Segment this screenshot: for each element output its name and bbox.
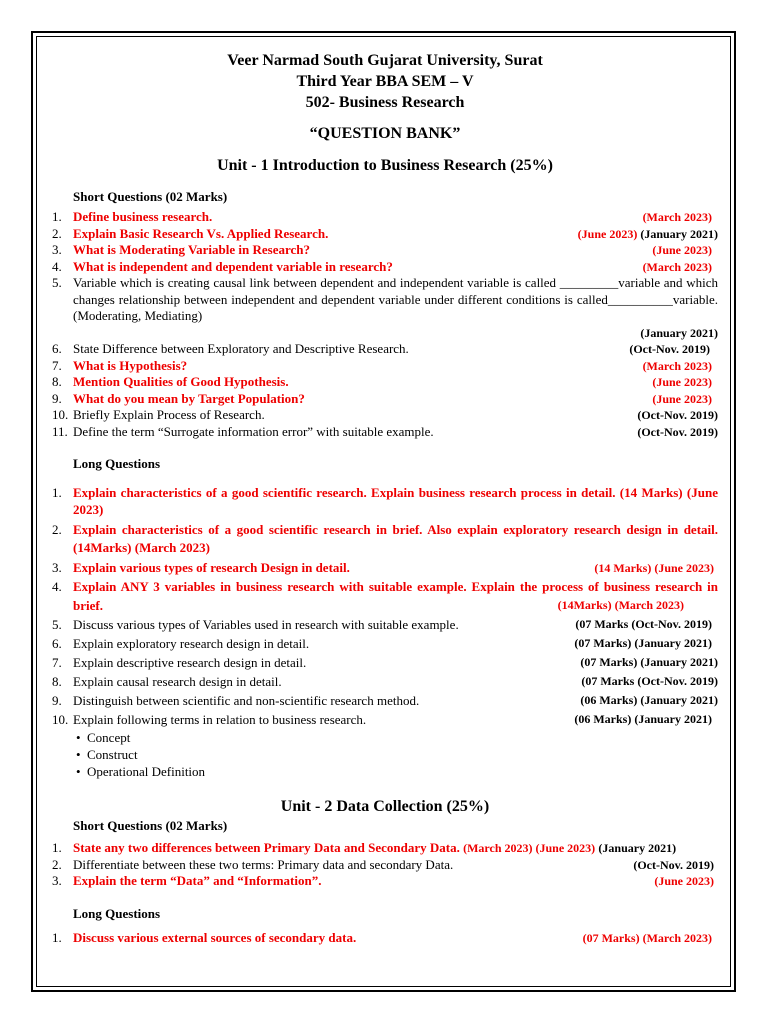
university-name: Veer Narmad South Gujarat University, Surat <box>227 52 543 69</box>
list-item: 2. Explain Basic Research Vs. Applied Research. (June 2023) (January 2021) <box>52 225 718 241</box>
list-item: 3. Explain various types of research Design in detail. (14 Marks) (June 2023) <box>52 560 714 575</box>
list-item: 9. Distinguish between scientific and non-scientific research method. (06 Marks) (January 2021) <box>52 693 718 708</box>
unit2-short-heading: Short Questions (02 Marks) <box>73 818 228 833</box>
list-item: 11. Define the term “Surrogate information error” with suitable example. (Oct-Nov. 2019) <box>52 423 718 439</box>
list-item: 7. Explain descriptive research design in detail. (07 Marks) (January 2021) <box>52 655 718 670</box>
list-item: 9. What do you mean by Target Population? (June 2023) <box>52 390 712 406</box>
list-item: 5. Variable which is creating causal link between dependent and independent variable is called _________variable and which changes relationship between independent and dependent variable under different conditions is called__________variable. (Moderating, Mediating) (January 2021) <box>52 275 718 340</box>
list-item: 7. What is Hypothesis? (March 2023) <box>52 357 712 373</box>
list-item: 1. Explain characteristics of a good scientific research. Explain business research process in detail. (14 Marks) (June 2023) <box>52 485 718 517</box>
bullet-item: • Operational Definition <box>76 764 206 779</box>
list-item: 2. Explain characteristics of a good scientific research in brief. Also explain exploratory research design in detail. (14Marks) (March 2023) <box>52 522 718 555</box>
document-body <box>52 50 718 946</box>
list-item: 6. Explain exploratory research design in detail. (07 Marks) (January 2021) <box>52 636 712 651</box>
year-line: Third Year BBA SEM – V <box>296 73 474 90</box>
unit2-long-heading: Long Questions <box>73 905 161 921</box>
list-item: 2. Differentiate between these two terms: Primary data and secondary Data. (Oct-Nov. 2019) <box>52 856 714 872</box>
question-bank-title: “QUESTION BANK” <box>309 125 461 142</box>
list-item: 8. Explain causal research design in detail. (07 Marks (Oct-Nov. 2019) <box>52 674 718 689</box>
list-item: 1. Define business research. (March 2023) <box>52 209 712 224</box>
unit1-short-heading: Short Questions (02 Marks) <box>73 189 228 204</box>
list-item: 4. Explain ANY 3 variables in business research with suitable example. Explain the process of business research in brief. (14Marks) (March 2023) <box>52 579 718 613</box>
list-item: 5. Discuss various types of Variables used in research with suitable example. (07 Marks (Oct-Nov. 2019) <box>52 617 712 632</box>
bullet-item: • Concept <box>76 730 131 745</box>
list-item: 4. What is independent and dependent variable in research? (March 2023) <box>52 258 712 274</box>
unit1-title: Unit - 1 Introduction to Business Research (25%) <box>217 157 553 174</box>
list-item: 1. Discuss various external sources of secondary data. (07 Marks) (March 2023) <box>52 929 712 945</box>
list-item: 6. State Difference between Exploratory and Descriptive Research. (Oct-Nov. 2019) <box>52 341 710 356</box>
list-item: 10. Briefly Explain Process of Research. (Oct-Nov. 2019) <box>52 407 718 422</box>
unit1-long-heading: Long Questions <box>73 456 161 471</box>
subject-line: 502- Business Research <box>305 94 465 111</box>
unit2-title: Unit - 2 Data Collection (25%) <box>280 798 490 815</box>
list-item: 8. Mention Qualities of Good Hypothesis. (June 2023) <box>52 374 712 389</box>
bullet-item: • Construct <box>76 747 138 762</box>
list-item: 10. Explain following terms in relation to business research. (06 Marks) (January 2021) <box>52 712 712 727</box>
list-item: 3. Explain the term “Data” and “Information”. (June 2023) <box>52 873 714 888</box>
list-item: 3. What is Moderating Variable in Research? (June 2023) <box>52 242 712 257</box>
list-item: 1. State any two differences between Primary Data and Secondary Data. (March 2023) (June 2023) (January 2021) <box>52 840 677 855</box>
